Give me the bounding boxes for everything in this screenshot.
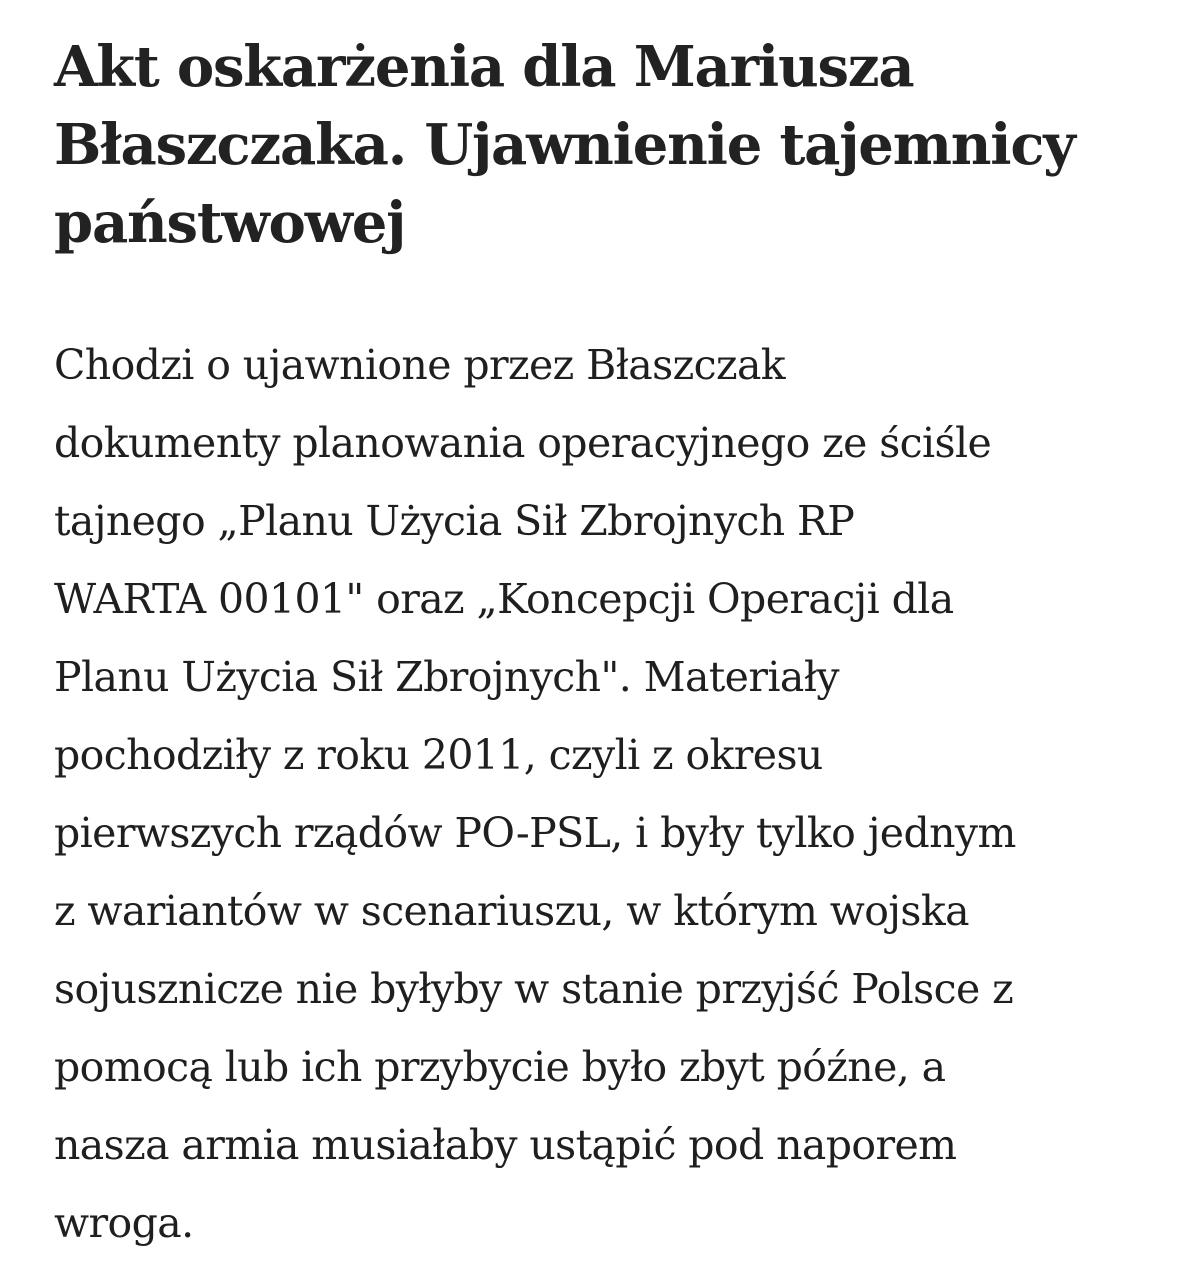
article-headline [54,28,1134,262]
headline-line: Błaszczaka. Ujawnienie tajemnicy [54,112,1075,178]
body-line: wroga. [54,1199,194,1247]
body-line: z wariantów w scenariuszu, w którym wojska [54,887,969,935]
body-line: pierwszych rządów PO-PSL, i były tylko jednym [54,809,1016,857]
body-line: Planu Użycia Sił Zbrojnych". Materiały [54,653,839,701]
body-line: nasza armia musiałaby ustąpić pod naporem [54,1121,957,1169]
body-line: Chodzi o ujawnione przez Błaszczak [54,341,786,389]
headline-line: państwowej [54,190,406,256]
article [54,28,1134,1262]
body-line: tajnego „Planu Użycia Sił Zbrojnych RP [54,497,855,545]
article-body [54,326,1134,1262]
body-line: pomocą lub ich przybycie było zbyt późne, a [54,1043,946,1091]
body-line: dokumenty planowania operacyjnego ze ściśle [54,419,992,467]
headline-line: Akt oskarżenia dla Mariusza [54,34,914,100]
body-line: sojusznicze nie byłyby w stanie przyjść Polsce z [54,965,1014,1013]
body-line: WARTA 00101" oraz „Koncepcji Operacji dla [54,575,954,623]
body-line: pochodziły z roku 2011, czyli z okresu [54,731,823,779]
